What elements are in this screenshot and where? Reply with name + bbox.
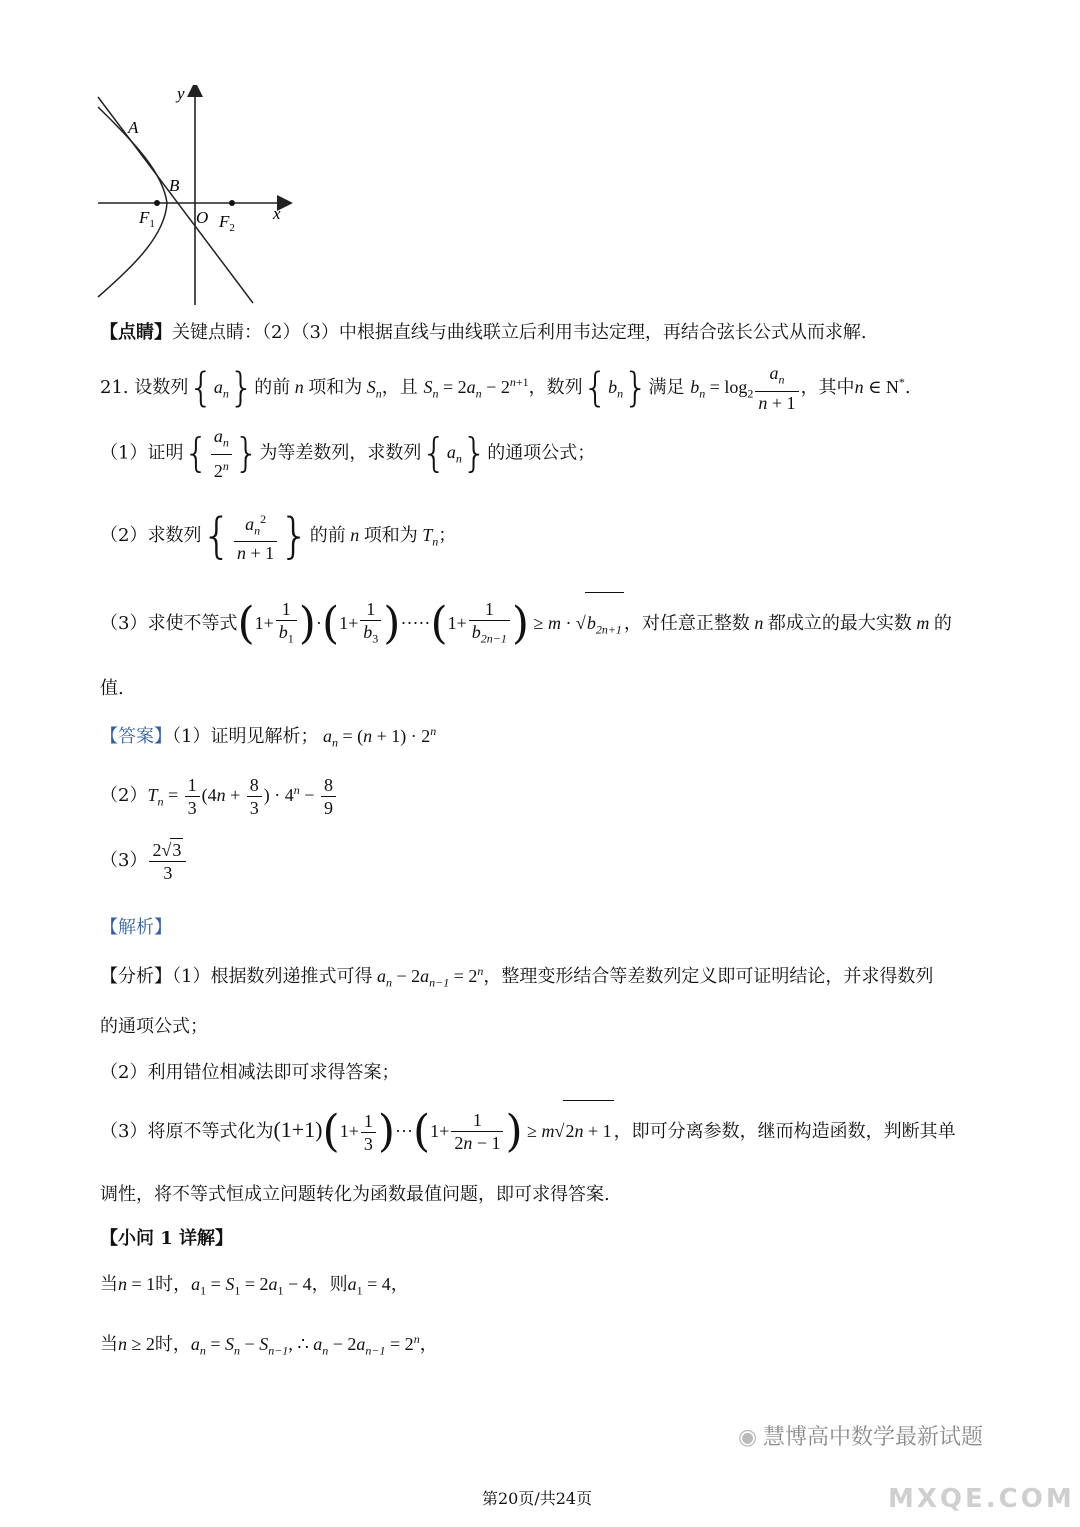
label-a: A	[128, 118, 139, 137]
part-2-text: ；	[438, 525, 457, 546]
q-text: ，数列	[528, 377, 583, 398]
part-3-text: ，对任意正整数	[623, 613, 750, 634]
step-text: 时，	[155, 1274, 192, 1295]
answer-1-text: （1）证明见解析；	[172, 726, 319, 747]
step-text: ，则	[311, 1274, 348, 1295]
step-1: 当n = 1时，$a_1 = S_1 = 2a_1 - 4$，则$a_1 = 4$，	[100, 1274, 409, 1298]
analysis-label: 【解析】	[100, 917, 172, 938]
wechat-icon: ◉	[738, 1425, 758, 1450]
part-1-text: 为等差数列，求数列	[259, 442, 422, 464]
tip-line	[100, 318, 867, 344]
question-21: 21. 设数列$\{a_n\}$的前 n 项和为 $S_n$，且 $S_n = 2a_n - 2^{n+1}$，数列$\{b_n\}$满足 $b_n = \log_2$ $\frac{a_n}{n + 1}$ ，其中n ∈ N*.	[100, 363, 911, 413]
label-o: O	[196, 208, 209, 227]
hyperbola-figure	[95, 85, 295, 310]
step-text: 当	[100, 1274, 118, 1295]
part-2-text: 的前	[309, 525, 346, 546]
q-text: .	[904, 377, 911, 398]
part-3-cont: 值.	[100, 678, 124, 699]
detail-label: 【小问 1 详解】	[100, 1228, 234, 1249]
part-1-label: （1）证明	[100, 442, 184, 464]
tip-text: 关键点睛：（2）（3）中根据直线与曲线联立后利用韦达定理，再结合弦长公式从而求解.	[172, 322, 867, 343]
page-number: 第20页/共24页	[482, 1489, 593, 1508]
label-f2: $F_2$	[219, 212, 235, 234]
fenxi-label: 【分析】	[100, 966, 172, 987]
answer-2: $(2)T_n$ = $\frac{1}{3}$ (4n + $\frac{8}{3}$ ) · $4^n$ − $\frac{8}{9}$	[100, 766, 338, 826]
label-f1: $F_1$	[139, 208, 155, 230]
tip-label: 【点睛】	[100, 322, 172, 343]
q-text: 的前	[254, 377, 291, 398]
part-2-label: （2）求数列	[100, 525, 202, 546]
part-2-text: 项和为	[363, 525, 418, 546]
fenxi-3-cont: 调性，将不等式恒成立问题转化为函数最值问题，即可求得答案.	[100, 1184, 610, 1205]
q-text: ，且	[381, 377, 418, 398]
step-text: 当	[100, 1334, 118, 1355]
watermark	[738, 1420, 1075, 1514]
fenxi-3-label: （3）将原不等式化为	[100, 1121, 274, 1142]
fenxi-text: （1）根据数列递推式可得	[172, 966, 373, 987]
fenxi-line: 【分析】（1）根据数列递推式可得 $a_n - 2a_{n-1} = 2^n$，整理变形结合等差数列定义即可证明结论，并求得数列	[100, 964, 934, 990]
fenxi-3: （3）将原不等式化为(1+1)(1+ $\frac{1}{3}$ )···(1+ $\frac{1}{2n - 1}$ ) ≥ m√2n + 1 ，即可分离参数，继而构造函数，判断其单	[100, 1100, 956, 1162]
part-1: （1）证明{ $\frac{a_n}{2^n}$ }为等差数列，求数列$\{a_n\}$的通项公式；	[100, 426, 596, 481]
part-3: （3）求使不等式(1+ $\frac{1}{b_1}$ )·(1+ $\frac{1}{b_3}$ )·····(1+ $\frac{1}{b_{2n-1}}$ ) ≥ $m \cdot √b_{2n+1}$ ，对任意正整数 n 都成立的最大实数 m 的	[100, 592, 952, 660]
step-text: 时，	[154, 1334, 191, 1355]
q-text: ，其中	[800, 377, 855, 398]
part-3-text: 都成立的最大实数	[767, 613, 912, 634]
question-number: 21.	[100, 377, 129, 398]
q-text: 满足	[648, 377, 685, 398]
label-b: B	[169, 176, 180, 195]
fenxi-text: ，整理变形结合等差数列定义即可证明结论，并求得数列	[483, 966, 934, 987]
part-2: （2）求数列{ $\frac{a_n^2}{n + 1}$ }的前 n 项和为 $T_n$；	[100, 508, 457, 564]
label-x: x	[273, 204, 281, 223]
part-1-text: 的通项公式；	[487, 442, 596, 464]
answer-1: 【答案】（1）证明见解析； $a_n = (n + 1) \cdot 2^n$	[100, 724, 437, 750]
answer-2-label: （2）	[100, 785, 148, 806]
point-f2	[229, 200, 235, 206]
answer-label: 【答案】	[100, 726, 172, 747]
part-3-text: 的	[933, 613, 952, 634]
q-text: 设数列	[134, 377, 189, 398]
q-text: 项和为	[308, 377, 363, 398]
label-y: y	[177, 85, 185, 103]
line-ab	[98, 97, 253, 303]
fenxi-2: （2）利用错位相减法即可求得答案；	[100, 1062, 400, 1083]
fenxi-cont: 的通项公式；	[100, 1016, 208, 1037]
point-f1	[154, 200, 160, 206]
part-3-label: （3）求使不等式	[100, 613, 238, 634]
answer-3: （3） $\frac{2√3}{3}$	[100, 836, 188, 886]
step-text: ，	[419, 1334, 438, 1355]
watermark-site: MXQE.COM	[888, 1484, 1075, 1514]
step-text: ，	[390, 1274, 409, 1295]
watermark-text: 慧博高中数学最新试题	[762, 1425, 983, 1450]
answer-3-label: （3）	[100, 850, 148, 871]
fenxi-3-text: ，即可分离参数，继而构造函数，判断其单	[613, 1121, 956, 1142]
step-2: 当n ≥ 2时，$a_n = S_n - S_{n-1}$, ∴ $a_n - 2a_{n-1} = 2^n$，	[100, 1332, 438, 1358]
